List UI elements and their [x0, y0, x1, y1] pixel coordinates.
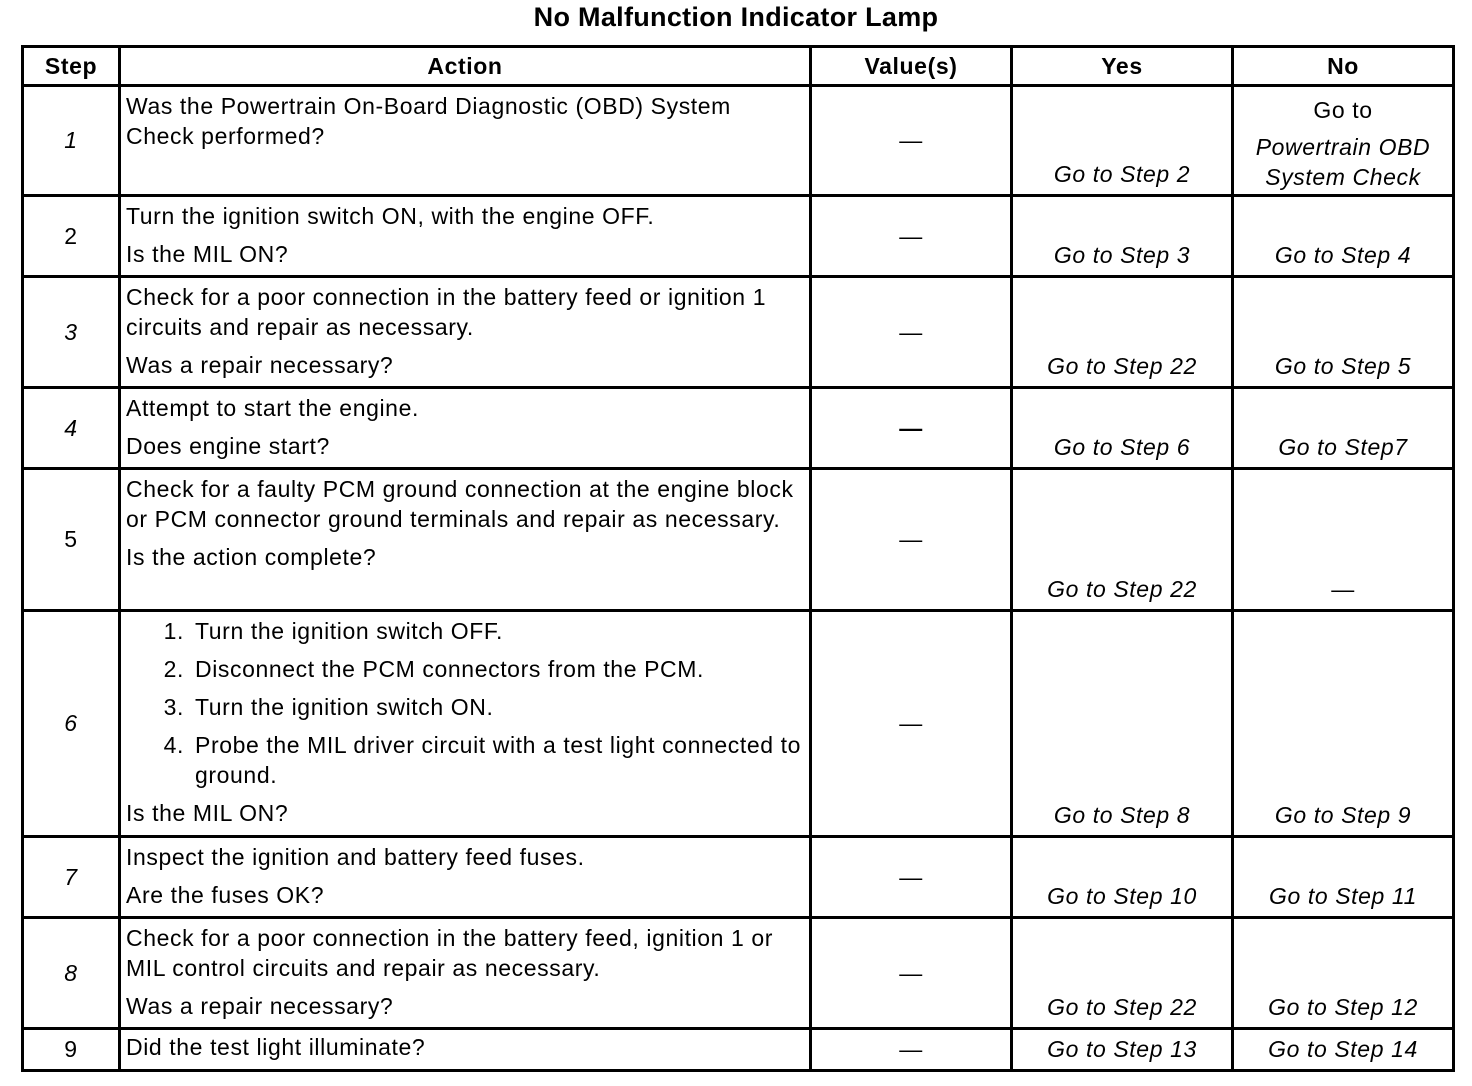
list-item: 1. Turn the ignition switch OFF.: [191, 616, 801, 646]
values-cell: —: [811, 469, 1012, 611]
values-cell: —: [811, 837, 1012, 918]
table-row: [23, 837, 1454, 918]
action-text: Turn the ignition switch ON, with the engine OFF.: [126, 203, 655, 229]
yes-cell: Go to Step 22: [1012, 469, 1233, 611]
diagnostic-table: [21, 45, 1455, 1072]
table-row: [23, 196, 1454, 277]
no-cell: Go to Step 5: [1233, 277, 1454, 388]
step-number: 7: [23, 837, 120, 918]
action-text: Was the Powertrain On-Board Diagnostic (OBD) System Check performed?: [126, 93, 731, 149]
table-row: [23, 918, 1454, 1029]
no-cell: Go to Step 14: [1233, 1029, 1454, 1071]
action-cell: [120, 196, 811, 277]
table-row: [23, 277, 1454, 388]
no-cell: [1233, 86, 1454, 196]
list-item: 4. Probe the MIL driver circuit with a test light connected to ground.: [191, 730, 801, 790]
action-text: Check for a poor connection in the battery feed or ignition 1 circuits and repair as necessary.: [126, 284, 767, 340]
header-yes: Yes: [1012, 47, 1233, 86]
step-number: 3: [23, 277, 120, 388]
table-row: [23, 469, 1454, 611]
step-number: 2: [23, 196, 120, 277]
no-text: Powertrain OBD System Check: [1255, 134, 1431, 190]
values-cell: —: [811, 388, 1012, 469]
step-number: 9: [23, 1029, 120, 1071]
action-cell: [120, 1029, 811, 1071]
header-row: [23, 47, 1454, 86]
action-cell: [120, 277, 811, 388]
step-number: 1: [23, 86, 120, 196]
header-step: Step: [23, 47, 120, 86]
yes-cell: Go to Step 6: [1012, 388, 1233, 469]
yes-cell: Go to Step 2: [1012, 86, 1233, 196]
values-cell: —: [811, 277, 1012, 388]
action-question: Is the MIL ON?: [126, 800, 289, 826]
no-cell: Go to Step 4: [1233, 196, 1454, 277]
no-cell: Go to Step 9: [1233, 611, 1454, 837]
yes-cell: Go to Step 3: [1012, 196, 1233, 277]
action-text: Inspect the ignition and battery feed fuses.: [126, 844, 585, 870]
no-cell: Go to Step 11: [1233, 837, 1454, 918]
header-no: No: [1233, 47, 1454, 86]
values-cell: —: [811, 611, 1012, 837]
no-cell: —: [1233, 469, 1454, 611]
action-question: Was a repair necessary?: [126, 993, 394, 1019]
table-row: [23, 611, 1454, 837]
action-question: Does engine start?: [126, 433, 330, 459]
action-cell: [120, 388, 811, 469]
action-steps-list: [126, 616, 801, 790]
no-cell: Go to Step 12: [1233, 918, 1454, 1029]
step-number: 8: [23, 918, 120, 1029]
list-item: 3. Turn the ignition switch ON.: [191, 692, 801, 722]
step-number: 4: [23, 388, 120, 469]
step-number: 6: [23, 611, 120, 837]
action-question: Is the MIL ON?: [126, 241, 289, 267]
table-row: [23, 1029, 1454, 1071]
table-row: [23, 86, 1454, 196]
yes-cell: Go to Step 22: [1012, 918, 1233, 1029]
values-cell: —: [811, 918, 1012, 1029]
list-item: 2. Disconnect the PCM connectors from the PCM.: [191, 654, 801, 684]
page-title: No Malfunction Indicator Lamp: [533, 2, 939, 32]
values-cell: —: [811, 196, 1012, 277]
table-row: [23, 388, 1454, 469]
action-cell: [120, 611, 811, 837]
yes-cell: Go to Step 10: [1012, 837, 1233, 918]
yes-cell: Go to Step 8: [1012, 611, 1233, 837]
values-cell: —: [811, 86, 1012, 196]
step-number: 5: [23, 469, 120, 611]
no-prefix: Go to: [1313, 97, 1373, 123]
action-cell: [120, 837, 811, 918]
header-values: Value(s): [811, 47, 1012, 86]
action-cell: [120, 469, 811, 611]
yes-cell: Go to Step 22: [1012, 277, 1233, 388]
action-question: Did the test light illuminate?: [126, 1034, 426, 1060]
action-question: Is the action complete?: [126, 544, 377, 570]
action-text: Check for a poor connection in the battery feed, ignition 1 or MIL control circuits and repair as necessary.: [126, 925, 774, 981]
values-cell: —: [811, 1029, 1012, 1071]
action-text: Attempt to start the engine.: [126, 395, 419, 421]
yes-cell: Go to Step 13: [1012, 1029, 1233, 1071]
action-text: Check for a faulty PCM ground connection at the engine block or PCM connector ground terminals and repair as necessary.: [126, 476, 794, 532]
no-cell: Go to Step7: [1233, 388, 1454, 469]
action-cell: [120, 86, 811, 196]
action-question: Was a repair necessary?: [126, 352, 394, 378]
action-question: Are the fuses OK?: [126, 882, 325, 908]
action-cell: [120, 918, 811, 1029]
header-action: Action: [120, 47, 811, 86]
